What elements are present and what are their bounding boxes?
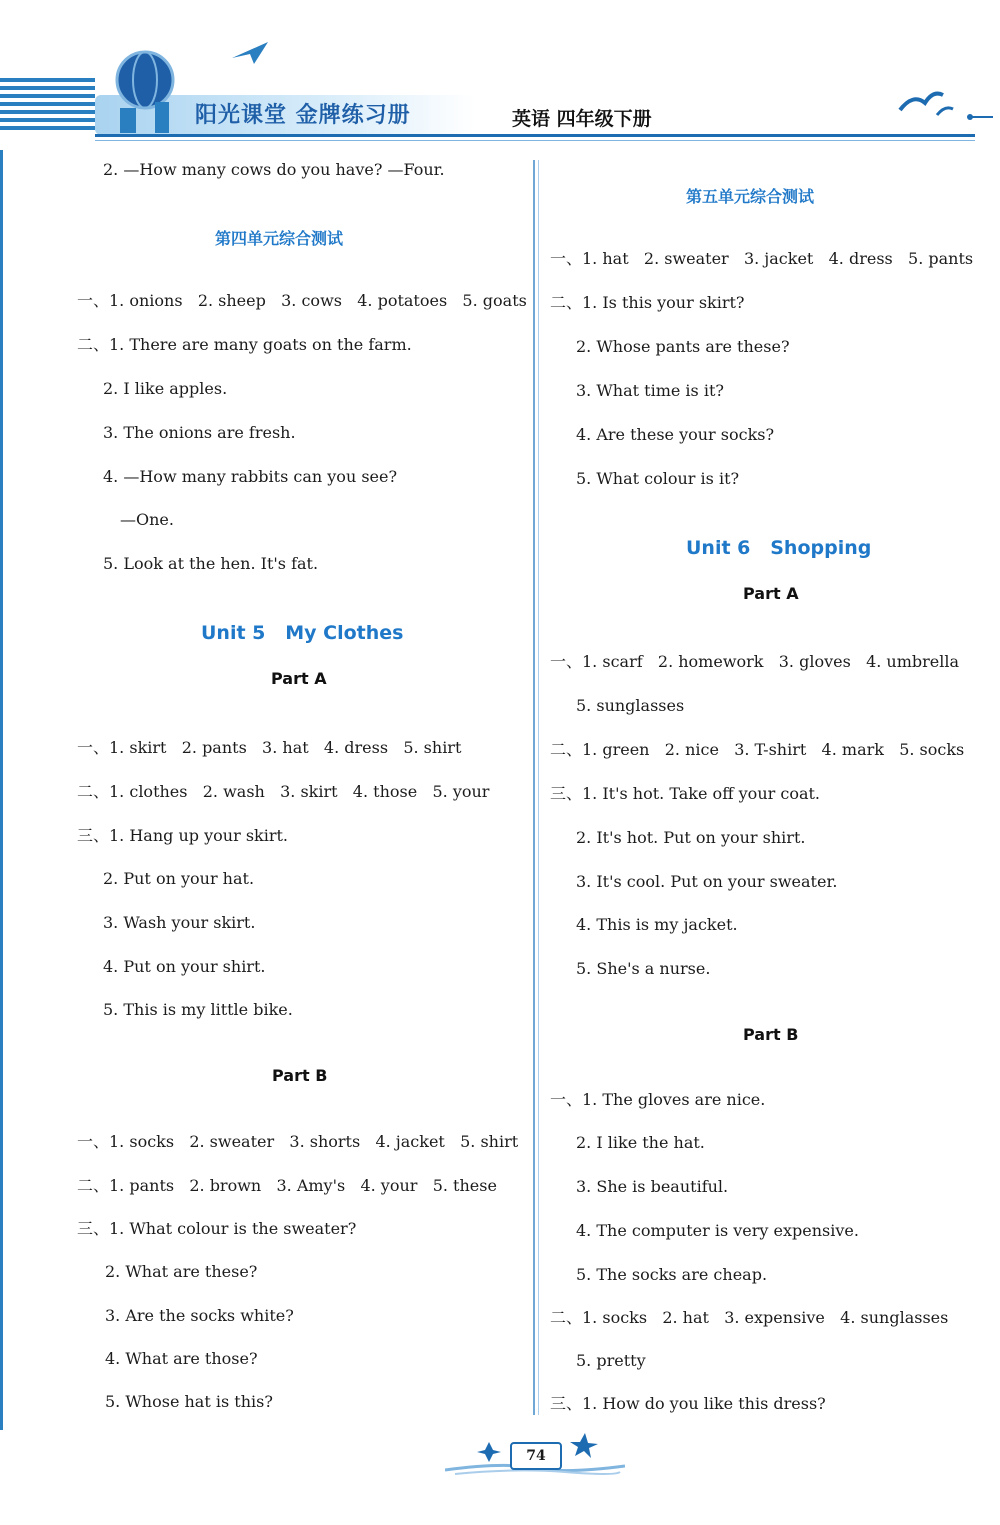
right-answer-line: 3. What time is it? [576,381,724,400]
paper-plane-icon [230,38,270,68]
left-answer-line: 5. Whose hat is this? [105,1392,273,1411]
right-part-heading: Part B [743,1025,799,1044]
left-answer-line: 2. What are these? [105,1262,258,1281]
right-answer-line: 5. sunglasses [576,696,685,715]
left-answer-line: 一、1. socks 2. sweater 3. shorts 4. jacket 5. shirt [77,1132,519,1151]
right-part-heading: Part A [743,584,799,603]
left-answer-line: 二、1. clothes 2. wash 3. skirt 4. those 5. your [77,782,490,801]
header-rule [95,134,975,137]
left-answer-line: 3. Wash your skirt. [103,913,256,932]
right-answer-line: 三、1. How do you like this dress? [550,1394,826,1413]
right-sec-heading: 第五单元综合测试 [686,187,815,206]
right-answer-line: 5. What colour is it? [576,469,740,488]
right-answer-line: 4. Are these your socks? [576,425,775,444]
left-answer-line: 二、1. There are many goats on the farm. [77,335,412,354]
left-answer-line: 4. What are those? [105,1349,258,1368]
left-answer-line: 2. Put on your hat. [103,869,255,888]
left-answer-line: 三、1. Hang up your skirt. [77,826,289,845]
left-answer-line: 3. Are the socks white? [105,1306,294,1325]
right-answer-line: 二、1. socks 2. hat 3. expensive 4. sunglasses [550,1308,949,1327]
right-answer-line: 5. The socks are cheap. [576,1265,768,1284]
right-answer-line: 5. She's a nurse. [576,959,711,978]
left-answer-line: —One. [120,510,174,529]
right-answer-line: 4. The computer is very expensive. [576,1221,859,1240]
left-answer-line: 2. I like apples. [103,379,228,398]
right-answer-line: 5. pretty [576,1351,646,1370]
left-answer-line: 5. This is my little bike. [103,1000,293,1019]
right-unit-heading: Unit 6 Shopping [686,537,872,559]
page-number: 74 [510,1442,562,1470]
left-answer-line: 3. The onions are fresh. [103,423,296,442]
page-header [0,0,1000,160]
right-answer-line: 一、1. scarf 2. homework 3. gloves 4. umbrella [550,652,960,671]
right-answer-line: 一、1. The gloves are nice. [550,1090,766,1109]
right-answer-line: 2. Whose pants are these? [576,337,790,356]
left-answer-line: 4. Put on your shirt. [103,957,266,976]
left-unit-heading: Unit 5 My Clothes [201,622,404,644]
globe-icon [100,40,190,135]
left-sec-heading: 第四单元综合测试 [215,229,344,248]
right-answer-line: 二、1. green 2. nice 3. T-shirt 4. mark 5. socks [550,740,965,759]
right-answer-line: 2. I like the hat. [576,1133,705,1152]
column-divider-thin [538,160,539,1415]
birds-icon [895,85,995,130]
left-answer-line: 二、1. pants 2. brown 3. Amy's 4. your 5. these [77,1176,497,1195]
left-answer-line: 三、1. What colour is the sweater? [77,1219,357,1238]
right-answer-line: 一、1. hat 2. sweater 3. jacket 4. dress 5. pants [550,249,974,268]
right-answer-line: 3. She is beautiful. [576,1177,729,1196]
left-answer-line: 4. —How many rabbits can you see? [103,467,398,486]
column-divider [533,160,535,1415]
left-part-heading: Part A [271,669,327,688]
right-answer-line: 3. It's cool. Put on your sweater. [576,872,838,891]
right-answer-line: 三、1. It's hot. Take off your coat. [550,784,821,803]
right-answer-line: 4. This is my jacket. [576,915,738,934]
left-answer-line: 一、1. onions 2. sheep 3. cows 4. potatoes 5. goats [77,291,527,310]
left-answer-line: 5. Look at the hen. It's fat. [103,554,319,573]
right-answer-line: 二、1. Is this your skirt? [550,293,745,312]
subject-title: 英语 四年级下册 [512,108,652,130]
left-part-heading: Part B [272,1066,328,1085]
right-answer-line: 2. It's hot. Put on your shirt. [576,828,806,847]
header-stripes [0,78,95,140]
series-title: 阳光课堂 金牌练习册 [195,103,411,128]
page-edge-bar [0,150,3,1430]
header-rule-thin [95,140,975,141]
left-answer-line: 2. —How many cows do you have? —Four. [103,160,445,179]
left-answer-line: 一、1. skirt 2. pants 3. hat 4. dress 5. shirt [77,738,462,757]
